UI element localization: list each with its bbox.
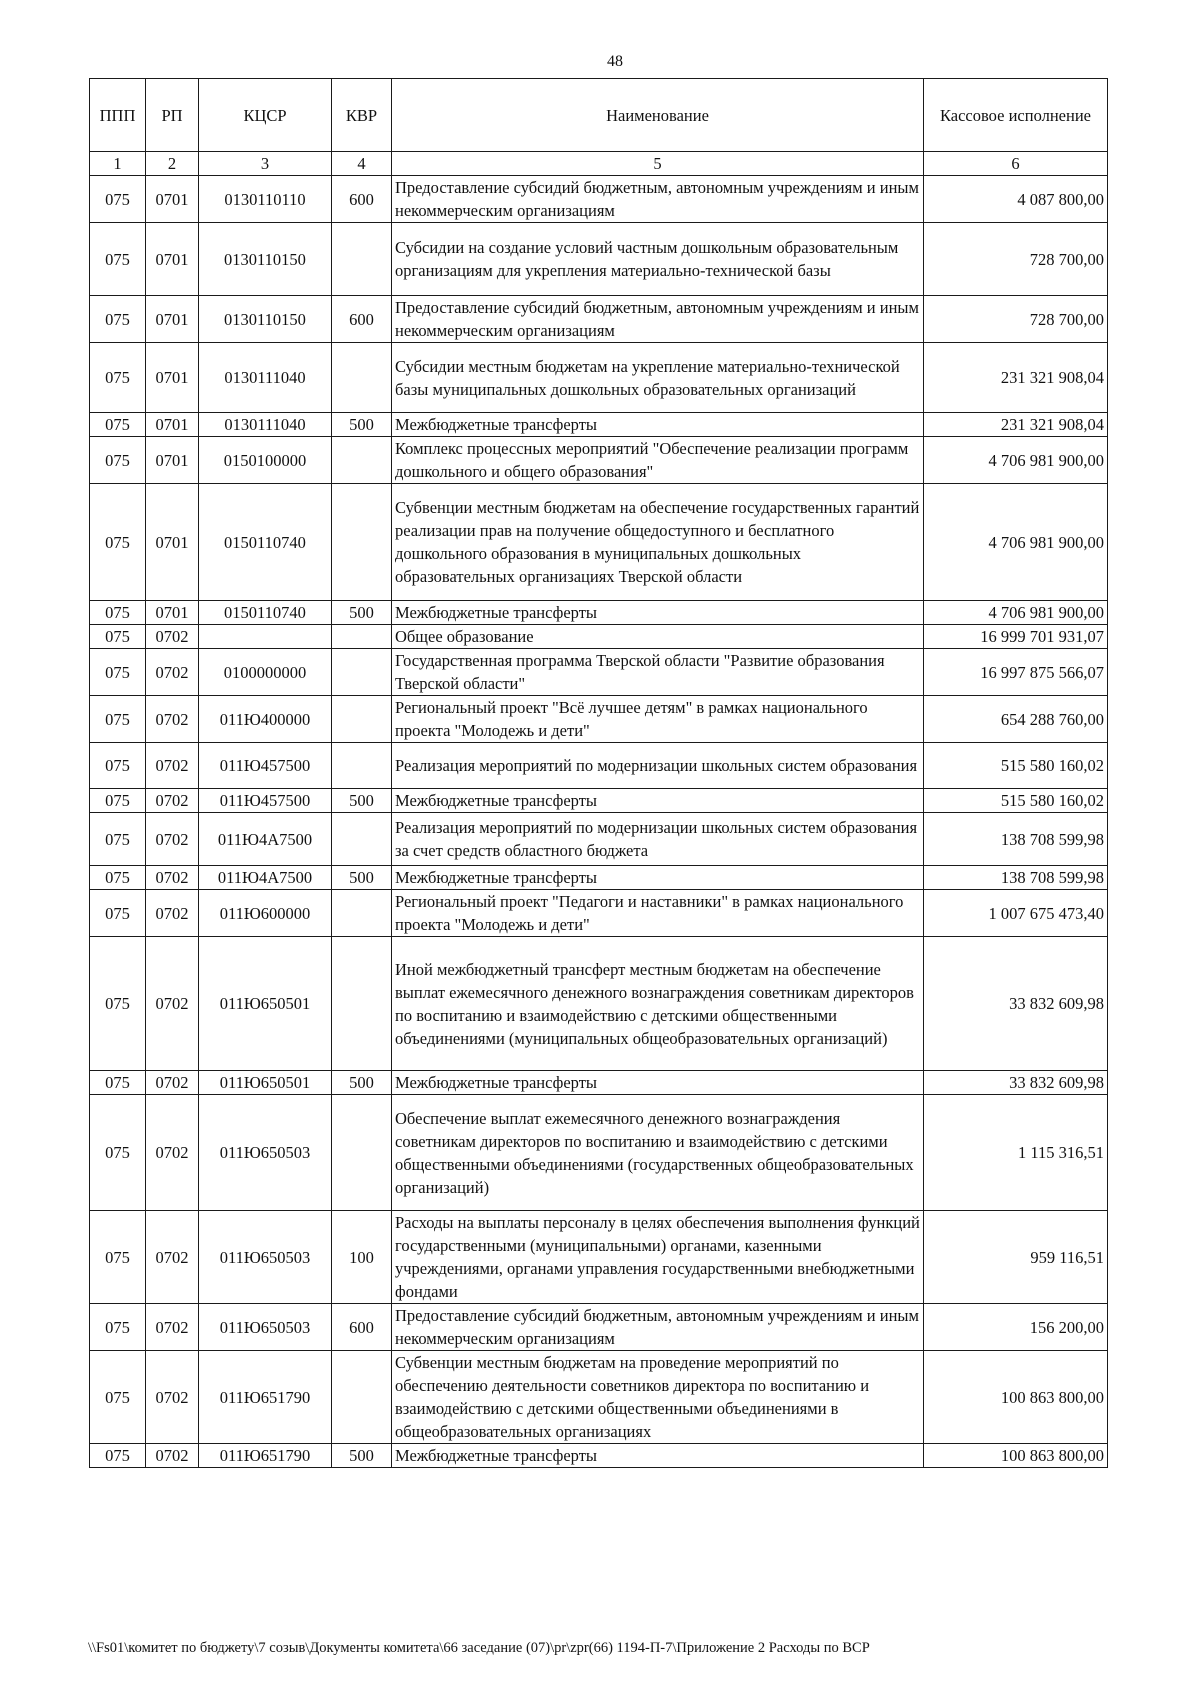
cell-rp: 0701 (146, 296, 199, 343)
cell-ppp: 075 (90, 866, 146, 890)
cell-name: Предоставление субсидий бюджетным, автономным учреждениям и иным некоммерческим организациям (392, 296, 924, 343)
cell-kcsr: 0100000000 (199, 649, 332, 696)
table-row (90, 866, 1108, 890)
cell-kcsr: 011Ю600000 (199, 890, 332, 937)
cell-ppp: 075 (90, 223, 146, 296)
cell-amount: 4 706 981 900,00 (924, 437, 1108, 484)
table-row (90, 789, 1108, 813)
cell-amount: 4 087 800,00 (924, 176, 1108, 223)
cell-amount: 16 999 701 931,07 (924, 625, 1108, 649)
cell-ppp: 075 (90, 437, 146, 484)
cell-kvr (332, 223, 392, 296)
cell-rp: 0702 (146, 649, 199, 696)
table-row (90, 1304, 1108, 1351)
cell-amount: 100 863 800,00 (924, 1444, 1108, 1468)
column-number: 3 (199, 152, 332, 176)
cell-kvr: 500 (332, 601, 392, 625)
cell-name: Межбюджетные трансферты (392, 1071, 924, 1095)
column-number: 5 (392, 152, 924, 176)
cell-rp: 0702 (146, 1095, 199, 1211)
table-row (90, 437, 1108, 484)
header-row (90, 79, 1108, 152)
column-number: 6 (924, 152, 1108, 176)
cell-name: Расходы на выплаты персоналу в целях обеспечения выполнения функций государственными (муниципальными) органами, казенными учреждениями, органами управления государственными внебюджетными фондами (392, 1211, 924, 1304)
cell-amount: 231 321 908,04 (924, 413, 1108, 437)
cell-kvr: 100 (332, 1211, 392, 1304)
cell-kcsr: 0130111040 (199, 413, 332, 437)
cell-ppp: 075 (90, 937, 146, 1071)
cell-ppp: 075 (90, 625, 146, 649)
cell-ppp: 075 (90, 696, 146, 743)
cell-rp: 0702 (146, 696, 199, 743)
cell-kcsr: 011Ю400000 (199, 696, 332, 743)
cell-name: Региональный проект "Всё лучшее детям" в рамках национального проекта "Молодежь и дети" (392, 696, 924, 743)
cell-rp: 0701 (146, 343, 199, 413)
cell-name: Реализация мероприятий по модернизации школьных систем образования (392, 743, 924, 789)
cell-kcsr: 0150110740 (199, 484, 332, 601)
cell-kvr (332, 625, 392, 649)
cell-amount: 1 115 316,51 (924, 1095, 1108, 1211)
table-row (90, 1211, 1108, 1304)
cell-rp: 0702 (146, 1304, 199, 1351)
cell-name: Межбюджетные трансферты (392, 789, 924, 813)
cell-name: Субвенции местным бюджетам на обеспечение государственных гарантий реализации прав на получение общедоступного и бесплатного дошкольного образования в муниципальных дошкольных образовательных организациях Тверской области (392, 484, 924, 601)
cell-rp: 0702 (146, 866, 199, 890)
cell-kvr: 600 (332, 176, 392, 223)
cell-ppp: 075 (90, 601, 146, 625)
cell-amount: 654 288 760,00 (924, 696, 1108, 743)
cell-kvr (332, 1095, 392, 1211)
cell-kcsr: 011Ю4А7500 (199, 866, 332, 890)
table-row (90, 696, 1108, 743)
cell-ppp: 075 (90, 789, 146, 813)
cell-kvr (332, 890, 392, 937)
cell-kcsr: 0130111040 (199, 343, 332, 413)
cell-ppp: 075 (90, 1351, 146, 1444)
cell-name: Предоставление субсидий бюджетным, автономным учреждениям и иным некоммерческим организациям (392, 176, 924, 223)
cell-amount: 1 007 675 473,40 (924, 890, 1108, 937)
cell-ppp: 075 (90, 1211, 146, 1304)
cell-amount: 33 832 609,98 (924, 937, 1108, 1071)
cell-rp: 0701 (146, 601, 199, 625)
cell-rp: 0702 (146, 789, 199, 813)
cell-kcsr (199, 625, 332, 649)
cell-amount: 156 200,00 (924, 1304, 1108, 1351)
cell-name: Иной межбюджетный трансферт местным бюджетам на обеспечение выплат ежемесячного денежного вознаграждения советникам директоров по воспитанию и взаимодействию с детскими общественными объединениями (муниципальных общеобразовательных организаций) (392, 937, 924, 1071)
cell-name: Комплекс процессных мероприятий "Обеспечение реализации программ дошкольного и общего образования" (392, 437, 924, 484)
column-number: 2 (146, 152, 199, 176)
cell-amount: 138 708 599,98 (924, 813, 1108, 866)
cell-kvr (332, 437, 392, 484)
cell-ppp: 075 (90, 343, 146, 413)
cell-rp: 0701 (146, 413, 199, 437)
cell-kvr (332, 649, 392, 696)
cell-ppp: 075 (90, 413, 146, 437)
cell-rp: 0702 (146, 743, 199, 789)
cell-kvr (332, 343, 392, 413)
table-row (90, 296, 1108, 343)
page-number: 48 (607, 53, 623, 70)
cell-amount: 33 832 609,98 (924, 1071, 1108, 1095)
cell-kvr: 500 (332, 413, 392, 437)
cell-name: Межбюджетные трансферты (392, 413, 924, 437)
cell-kcsr: 0150100000 (199, 437, 332, 484)
table-row (90, 1351, 1108, 1444)
cell-kvr: 500 (332, 866, 392, 890)
table-row (90, 413, 1108, 437)
column-number-row (90, 152, 1108, 176)
cell-name: Реализация мероприятий по модернизации школьных систем образования за счет средств областного бюджета (392, 813, 924, 866)
column-number: 4 (332, 152, 392, 176)
cell-kvr (332, 696, 392, 743)
table-row (90, 937, 1108, 1071)
cell-name: Межбюджетные трансферты (392, 601, 924, 625)
cell-amount: 515 580 160,02 (924, 743, 1108, 789)
cell-rp: 0702 (146, 1071, 199, 1095)
cell-kcsr: 0130110150 (199, 296, 332, 343)
cell-rp: 0702 (146, 625, 199, 649)
cell-ppp: 075 (90, 1071, 146, 1095)
cell-kcsr: 0130110110 (199, 176, 332, 223)
table-row (90, 625, 1108, 649)
cell-kcsr: 011Ю457500 (199, 743, 332, 789)
cell-kvr (332, 813, 392, 866)
cell-kcsr: 011Ю4А7500 (199, 813, 332, 866)
cell-name: Обеспечение выплат ежемесячного денежного вознаграждения советникам директоров по воспитанию и взаимодействию с детскими общественными объединениями (государственных общеобразовательных организаций) (392, 1095, 924, 1211)
cell-name: Межбюджетные трансферты (392, 866, 924, 890)
cell-kcsr: 0130110150 (199, 223, 332, 296)
cell-amount: 138 708 599,98 (924, 866, 1108, 890)
cell-amount: 231 321 908,04 (924, 343, 1108, 413)
col-header-amount: Кассовое исполнение (924, 79, 1108, 152)
cell-kcsr: 011Ю650501 (199, 1071, 332, 1095)
table-row (90, 601, 1108, 625)
table-row (90, 1071, 1108, 1095)
cell-ppp: 075 (90, 1444, 146, 1468)
cell-ppp: 075 (90, 890, 146, 937)
table-row (90, 1095, 1108, 1211)
col-header-name: Наименование (392, 79, 924, 152)
cell-rp: 0702 (146, 890, 199, 937)
cell-kvr (332, 743, 392, 789)
cell-kcsr: 011Ю651790 (199, 1444, 332, 1468)
cell-rp: 0701 (146, 484, 199, 601)
cell-kvr: 500 (332, 1444, 392, 1468)
cell-kvr: 600 (332, 296, 392, 343)
cell-kcsr: 011Ю457500 (199, 789, 332, 813)
budget-table (89, 78, 1108, 1468)
cell-name: Субвенции местным бюджетам на проведение мероприятий по обеспечению деятельности советников директора по воспитанию и взаимодействию с детскими общественными объединениями в общеобразовательных организациях (392, 1351, 924, 1444)
footer-file-path: \\Fs01\комитет по бюджету\7 созыв\Документы комитета\66 заседание (07)\pr\zpr(66) 1194-П-7\Приложение 2 Расходы по ВСР (88, 1640, 870, 1656)
table-row (90, 484, 1108, 601)
table-row (90, 343, 1108, 413)
table-row (90, 223, 1108, 296)
cell-rp: 0702 (146, 813, 199, 866)
cell-kvr (332, 1351, 392, 1444)
cell-name: Субсидии местным бюджетам на укрепление материально-технической базы муниципальных дошкольных образовательных организаций (392, 343, 924, 413)
col-header-ppp: ППП (90, 79, 146, 152)
cell-name: Субсидии на создание условий частным дошкольным образовательным организациям для укрепления материально-технической базы (392, 223, 924, 296)
cell-amount: 100 863 800,00 (924, 1351, 1108, 1444)
col-header-kvr: КВР (332, 79, 392, 152)
cell-kcsr: 011Ю651790 (199, 1351, 332, 1444)
cell-kvr (332, 484, 392, 601)
cell-kcsr: 011Ю650503 (199, 1304, 332, 1351)
cell-kcsr: 011Ю650501 (199, 937, 332, 1071)
cell-rp: 0702 (146, 1211, 199, 1304)
cell-amount: 728 700,00 (924, 223, 1108, 296)
cell-name: Региональный проект "Педагоги и наставники" в рамках национального проекта "Молодежь и дети" (392, 890, 924, 937)
table-row (90, 176, 1108, 223)
column-number: 1 (90, 152, 146, 176)
cell-amount: 4 706 981 900,00 (924, 601, 1108, 625)
cell-kvr: 600 (332, 1304, 392, 1351)
table-row (90, 813, 1108, 866)
cell-ppp: 075 (90, 1304, 146, 1351)
cell-kvr: 500 (332, 1071, 392, 1095)
cell-rp: 0702 (146, 1444, 199, 1468)
cell-rp: 0702 (146, 937, 199, 1071)
cell-rp: 0702 (146, 1351, 199, 1444)
col-header-rp: РП (146, 79, 199, 152)
cell-ppp: 075 (90, 649, 146, 696)
cell-name: Предоставление субсидий бюджетным, автономным учреждениям и иным некоммерческим организациям (392, 1304, 924, 1351)
cell-kvr (332, 937, 392, 1071)
cell-amount: 515 580 160,02 (924, 789, 1108, 813)
table-row (90, 890, 1108, 937)
table-row (90, 743, 1108, 789)
cell-ppp: 075 (90, 743, 146, 789)
cell-rp: 0701 (146, 437, 199, 484)
cell-rp: 0701 (146, 176, 199, 223)
table-row (90, 649, 1108, 696)
cell-amount: 16 997 875 566,07 (924, 649, 1108, 696)
cell-ppp: 075 (90, 176, 146, 223)
cell-ppp: 075 (90, 1095, 146, 1211)
cell-ppp: 075 (90, 484, 146, 601)
cell-amount: 728 700,00 (924, 296, 1108, 343)
cell-rp: 0701 (146, 223, 199, 296)
cell-ppp: 075 (90, 813, 146, 866)
cell-ppp: 075 (90, 296, 146, 343)
cell-name: Общее образование (392, 625, 924, 649)
cell-amount: 959 116,51 (924, 1211, 1108, 1304)
col-header-kcsr: КЦСР (199, 79, 332, 152)
cell-kvr: 500 (332, 789, 392, 813)
cell-name: Межбюджетные трансферты (392, 1444, 924, 1468)
cell-name: Государственная программа Тверской области "Развитие образования Тверской области" (392, 649, 924, 696)
table-row (90, 1444, 1108, 1468)
table-body (90, 176, 1108, 1468)
cell-kcsr: 0150110740 (199, 601, 332, 625)
cell-kcsr: 011Ю650503 (199, 1095, 332, 1211)
cell-kcsr: 011Ю650503 (199, 1211, 332, 1304)
cell-amount: 4 706 981 900,00 (924, 484, 1108, 601)
